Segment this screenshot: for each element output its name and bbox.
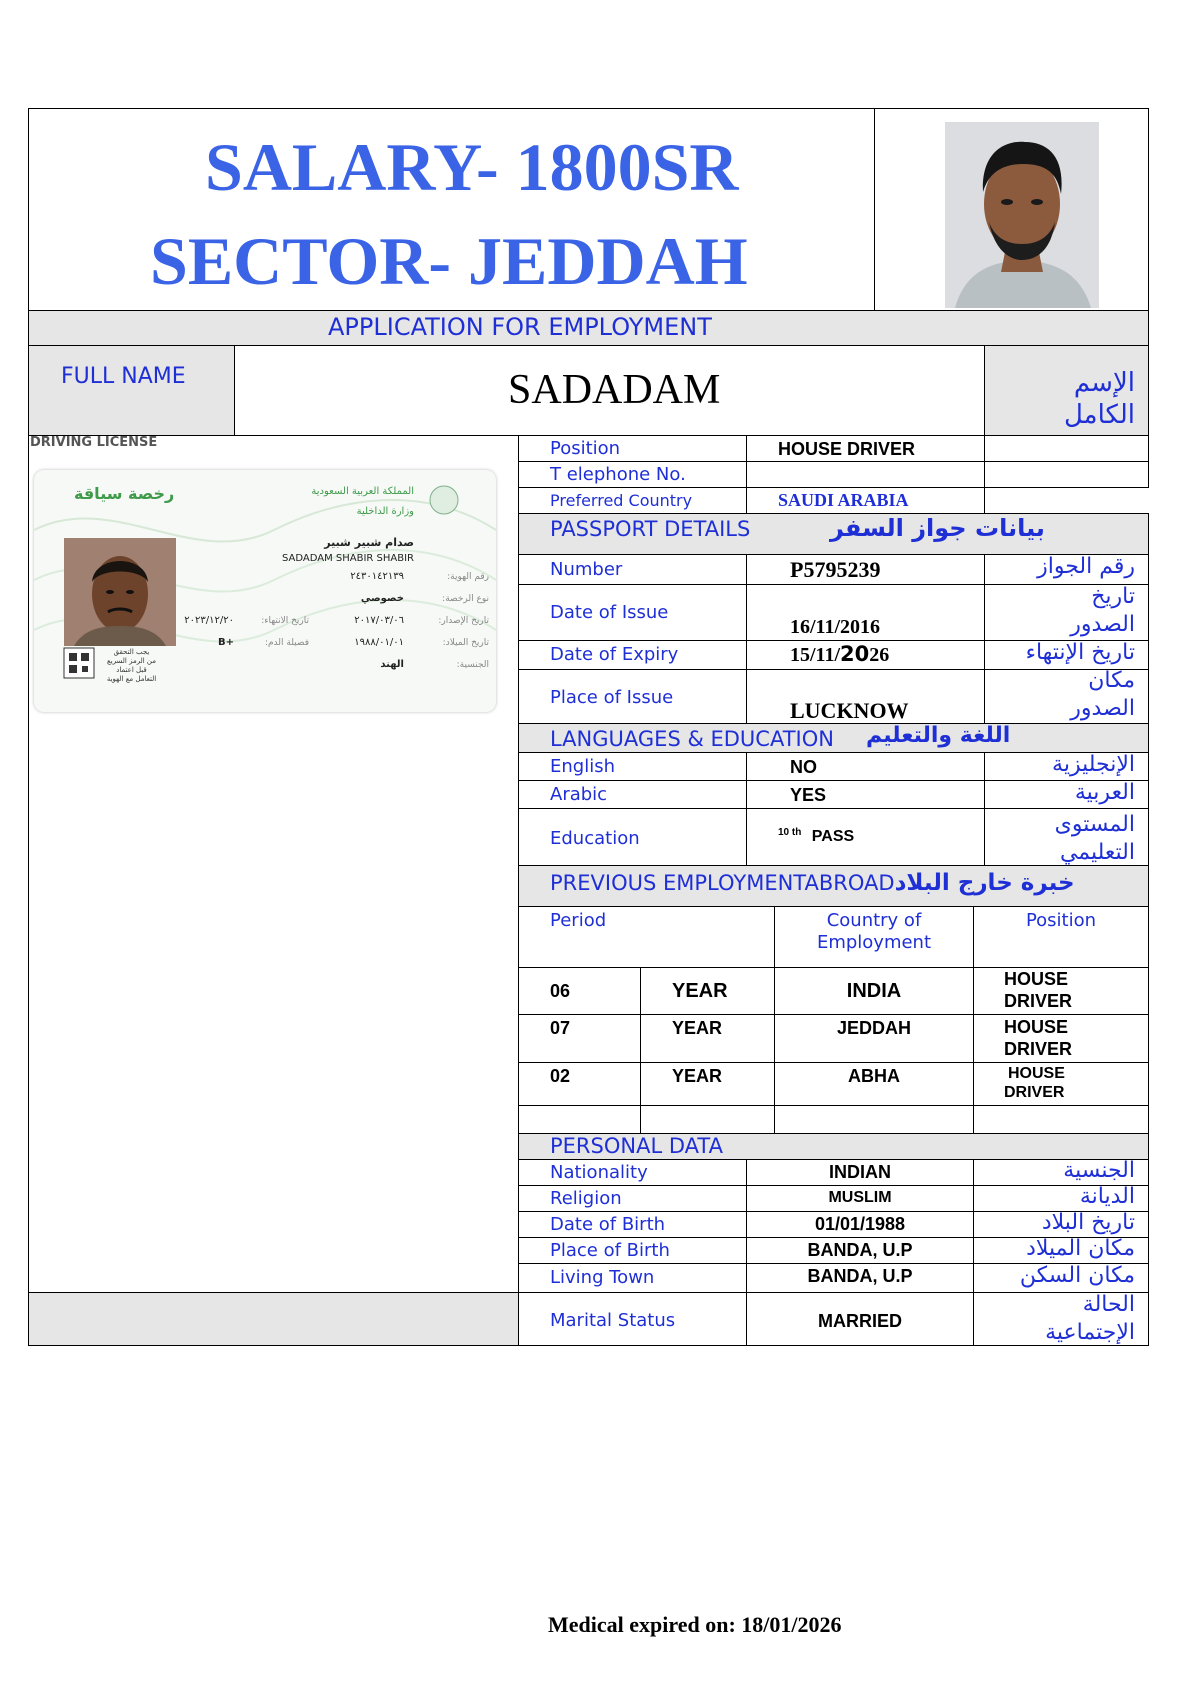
passport-section-title: PASSPORT DETAILS <box>550 517 751 541</box>
license-type-value: خصوصي <box>360 593 404 604</box>
license-type-label: نوع الرخصة: <box>442 594 489 604</box>
personal-section-title: PERSONAL DATA <box>550 1134 723 1158</box>
full-name-ar-2: الكامل <box>1063 400 1135 430</box>
license-qr-note-3: قبل اعتماد <box>116 666 147 674</box>
issue-date-label: Date of Issue <box>550 602 669 623</box>
telephone-ar-cell <box>984 461 1149 488</box>
dob-label: Date of Birth <box>550 1214 666 1235</box>
license-name-ar: صدام شبير شبير <box>324 536 414 549</box>
license-ministry-ar: وزارة الداخلية <box>356 506 414 517</box>
issue-date-ar-2: الصدور <box>1070 612 1135 637</box>
marital-value: MARRIED <box>818 1311 902 1331</box>
salary-heading: SALARY- 1800SR <box>205 129 739 205</box>
education-label: Education <box>550 828 640 849</box>
arabic-value: YES <box>790 785 827 805</box>
languages-section-title-ar: اللغة والتعليم <box>866 723 1011 748</box>
license-blood-value: B+ <box>217 637 234 648</box>
emp-row-1-pos-1: HOUSE <box>1004 969 1069 989</box>
expiry-date-ar: تاريخ الإنتهاء <box>1025 640 1135 665</box>
emp-row-2-pos-2: DRIVER <box>1004 1039 1073 1059</box>
position-label: Position <box>550 438 621 459</box>
full-name-value: SADADAM <box>508 367 721 413</box>
emp-row-2-num: 07 <box>550 1018 571 1038</box>
place-issue-ar-1: مكان <box>1088 668 1135 693</box>
license-title-ar: رخصة سياقة <box>74 484 175 503</box>
license-card <box>34 470 496 712</box>
expiry-date-part-b: 20 <box>840 642 870 666</box>
issue-date-value: 16/11/2016 <box>790 616 881 638</box>
english-ar: الإنجليزية <box>1052 752 1135 777</box>
employment-section-title-en: PREVIOUS EMPLOYMENTABROAD <box>550 871 895 895</box>
religion-ar: الديانة <box>1079 1184 1135 1209</box>
license-issue-label: تاريخ الإصدار: <box>438 616 489 626</box>
passport-number-value: P5795239 <box>790 557 881 582</box>
passport-number-label: Number <box>550 559 623 580</box>
nationality-ar: الجنسية <box>1063 1158 1135 1183</box>
place-issue-ar-2: الصدور <box>1070 696 1135 721</box>
sector-heading: SECTOR- JEDDAH <box>150 223 748 299</box>
position-ar-cell <box>984 435 1149 462</box>
emp-row-1-num-cell <box>518 967 641 1015</box>
passport-section-title-ar: بيانات جواز السفر <box>830 514 1045 542</box>
marital-label: Marital Status <box>550 1310 676 1331</box>
emp-row-1-pos-2: DRIVER <box>1004 991 1073 1011</box>
expiry-date-label: Date of Expiry <box>550 644 679 665</box>
emp-country-header <box>774 910 974 954</box>
english-value-cell <box>746 752 985 781</box>
education-ar-2: التعليمي <box>1059 840 1135 865</box>
license-qr-note <box>94 648 169 684</box>
expiry-date-part-a: 15/11/ <box>790 644 841 666</box>
emp-row-2-country: JEDDAH <box>836 1018 911 1038</box>
emp-row-3-num: 02 <box>550 1066 571 1086</box>
religion-label: Religion <box>550 1188 622 1209</box>
place-issue-label: Place of Issue <box>550 687 674 708</box>
emp-row-4-num-cell <box>518 1105 641 1134</box>
full-name-label: FULL NAME <box>61 364 186 389</box>
dob-ar: تاريخ البلاد <box>1041 1210 1135 1235</box>
education-ar-1: المستوى <box>1054 812 1135 837</box>
emp-row-1-country: INDIA <box>846 980 902 1002</box>
town-label: Living Town <box>550 1267 655 1288</box>
license-name-en: SADADAM SHABIR SHABIR <box>281 553 414 564</box>
license-qr-note-2: من الرمز السريع <box>107 657 156 665</box>
license-nat-value: الهند <box>380 659 404 670</box>
position-value: HOUSE DRIVER <box>778 439 916 459</box>
emp-row-4-country-cell <box>774 1105 974 1134</box>
license-dob-label: تاريخ الميلاد: <box>442 638 489 648</box>
emp-row-4-pos-cell <box>973 1105 1149 1134</box>
pob-value: BANDA, U.P <box>807 1240 913 1260</box>
emp-row-3-unit: YEAR <box>672 1066 723 1086</box>
emp-country-header-1: Country of <box>826 910 922 931</box>
license-nat-label: الجنسية: <box>456 660 489 670</box>
arabic-ar: العربية <box>1074 780 1135 805</box>
telephone-label: T elephone No. <box>550 464 686 485</box>
emp-row-1-num: 06 <box>550 981 571 1001</box>
license-photo <box>64 538 176 646</box>
left-bottom-grey-cell <box>28 1292 519 1346</box>
english-label: English <box>550 756 615 777</box>
license-id-value: ٢٤٣٠١٤٢١٣٩ <box>350 571 404 582</box>
religion-value: MUSLIM <box>828 1189 892 1206</box>
license-id-label: رقم الهوية: <box>447 572 489 582</box>
nationality-label: Nationality <box>550 1162 648 1183</box>
education-sup: 10 th <box>778 827 802 838</box>
emp-row-3-pos <box>1004 1064 1065 1102</box>
country-value: SAUDI ARABIA <box>778 490 909 510</box>
english-value: NO <box>790 757 817 777</box>
license-blood-label: فصيلة الدم: <box>264 638 309 648</box>
country-label: Preferred Country <box>550 491 693 510</box>
license-issue-value: ٢٠١٧/٠٣/٠٦ <box>354 615 404 626</box>
emp-row-1-pos <box>1004 968 1072 1012</box>
expiry-date-part-c: 26 <box>869 644 890 666</box>
emp-country-header-2: Employment <box>816 932 932 953</box>
pob-label: Place of Birth <box>550 1240 670 1261</box>
town-ar: مكان السكن <box>1019 1263 1135 1288</box>
emp-row-2-pos <box>1004 1016 1072 1060</box>
license-expiry-value: ٢٠٢٣/١٢/٢٠ <box>184 615 234 626</box>
license-kingdom-ar: المملكة العربية السعودية <box>311 486 414 497</box>
emp-row-3-num-cell <box>518 1062 641 1106</box>
pob-ar: مكان الميلاد <box>1026 1236 1135 1261</box>
license-caption: DRIVING LICENSE <box>30 435 158 450</box>
marital-ar-1: الحالة <box>1082 1292 1135 1317</box>
marital-ar-2: الإجتماعية <box>1045 1320 1135 1345</box>
arabic-value-cell <box>746 780 985 809</box>
license-expiry-label: تاريخ الانتهاء: <box>261 616 309 626</box>
nationality-value: INDIAN <box>829 1162 891 1182</box>
place-issue-value: LUCKNOW <box>790 698 909 723</box>
dob-value: 01/01/1988 <box>814 1214 906 1234</box>
license-qr-note-4: التعامل مع الهوية <box>106 675 157 683</box>
medical-expiry-note: Medical expired on: 18/01/2026 <box>548 1612 842 1637</box>
full-name-label-cell <box>28 345 235 436</box>
full-name-ar-1: الإسم <box>1073 368 1135 398</box>
employment-section-title <box>550 870 1075 896</box>
telephone-value-cell <box>746 461 985 488</box>
passport-number-ar: رقم الجواز <box>1037 554 1135 579</box>
emp-row-3-country: ABHA <box>848 1066 900 1086</box>
emp-row-4-unit-cell <box>640 1105 775 1134</box>
license-dob-value: ١٩٨٨/٠١/٠١ <box>354 637 404 648</box>
education-value-wrap <box>778 827 854 846</box>
emp-row-2-unit: YEAR <box>672 1018 723 1038</box>
arabic-label: Arabic <box>550 784 608 805</box>
applicant-photo <box>945 122 1099 308</box>
expiry-date-value <box>790 642 889 667</box>
emp-row-2-num-cell <box>518 1014 641 1063</box>
emp-row-1-unit: YEAR <box>672 980 728 1002</box>
emp-position-header: Position <box>1025 910 1097 931</box>
emp-period-header: Period <box>550 910 607 931</box>
license-qr-note-1: يجب التحقق <box>113 648 150 656</box>
issue-date-ar-1: تاريخ <box>1091 584 1135 609</box>
education-value: PASS <box>811 828 855 846</box>
emp-row-2-pos-1: HOUSE <box>1004 1017 1069 1037</box>
languages-section-title: LANGUAGES & EDUCATION <box>550 727 834 751</box>
emp-row-3-pos-1: HOUSE <box>1008 1065 1065 1082</box>
town-value: BANDA, U.P <box>807 1266 913 1286</box>
employment-section-title-ar: خبرة خارج البلاد <box>894 870 1075 896</box>
emp-row-3-pos-2: DRIVER <box>1004 1084 1065 1101</box>
form-title: APPLICATION FOR EMPLOYMENT <box>328 313 712 341</box>
